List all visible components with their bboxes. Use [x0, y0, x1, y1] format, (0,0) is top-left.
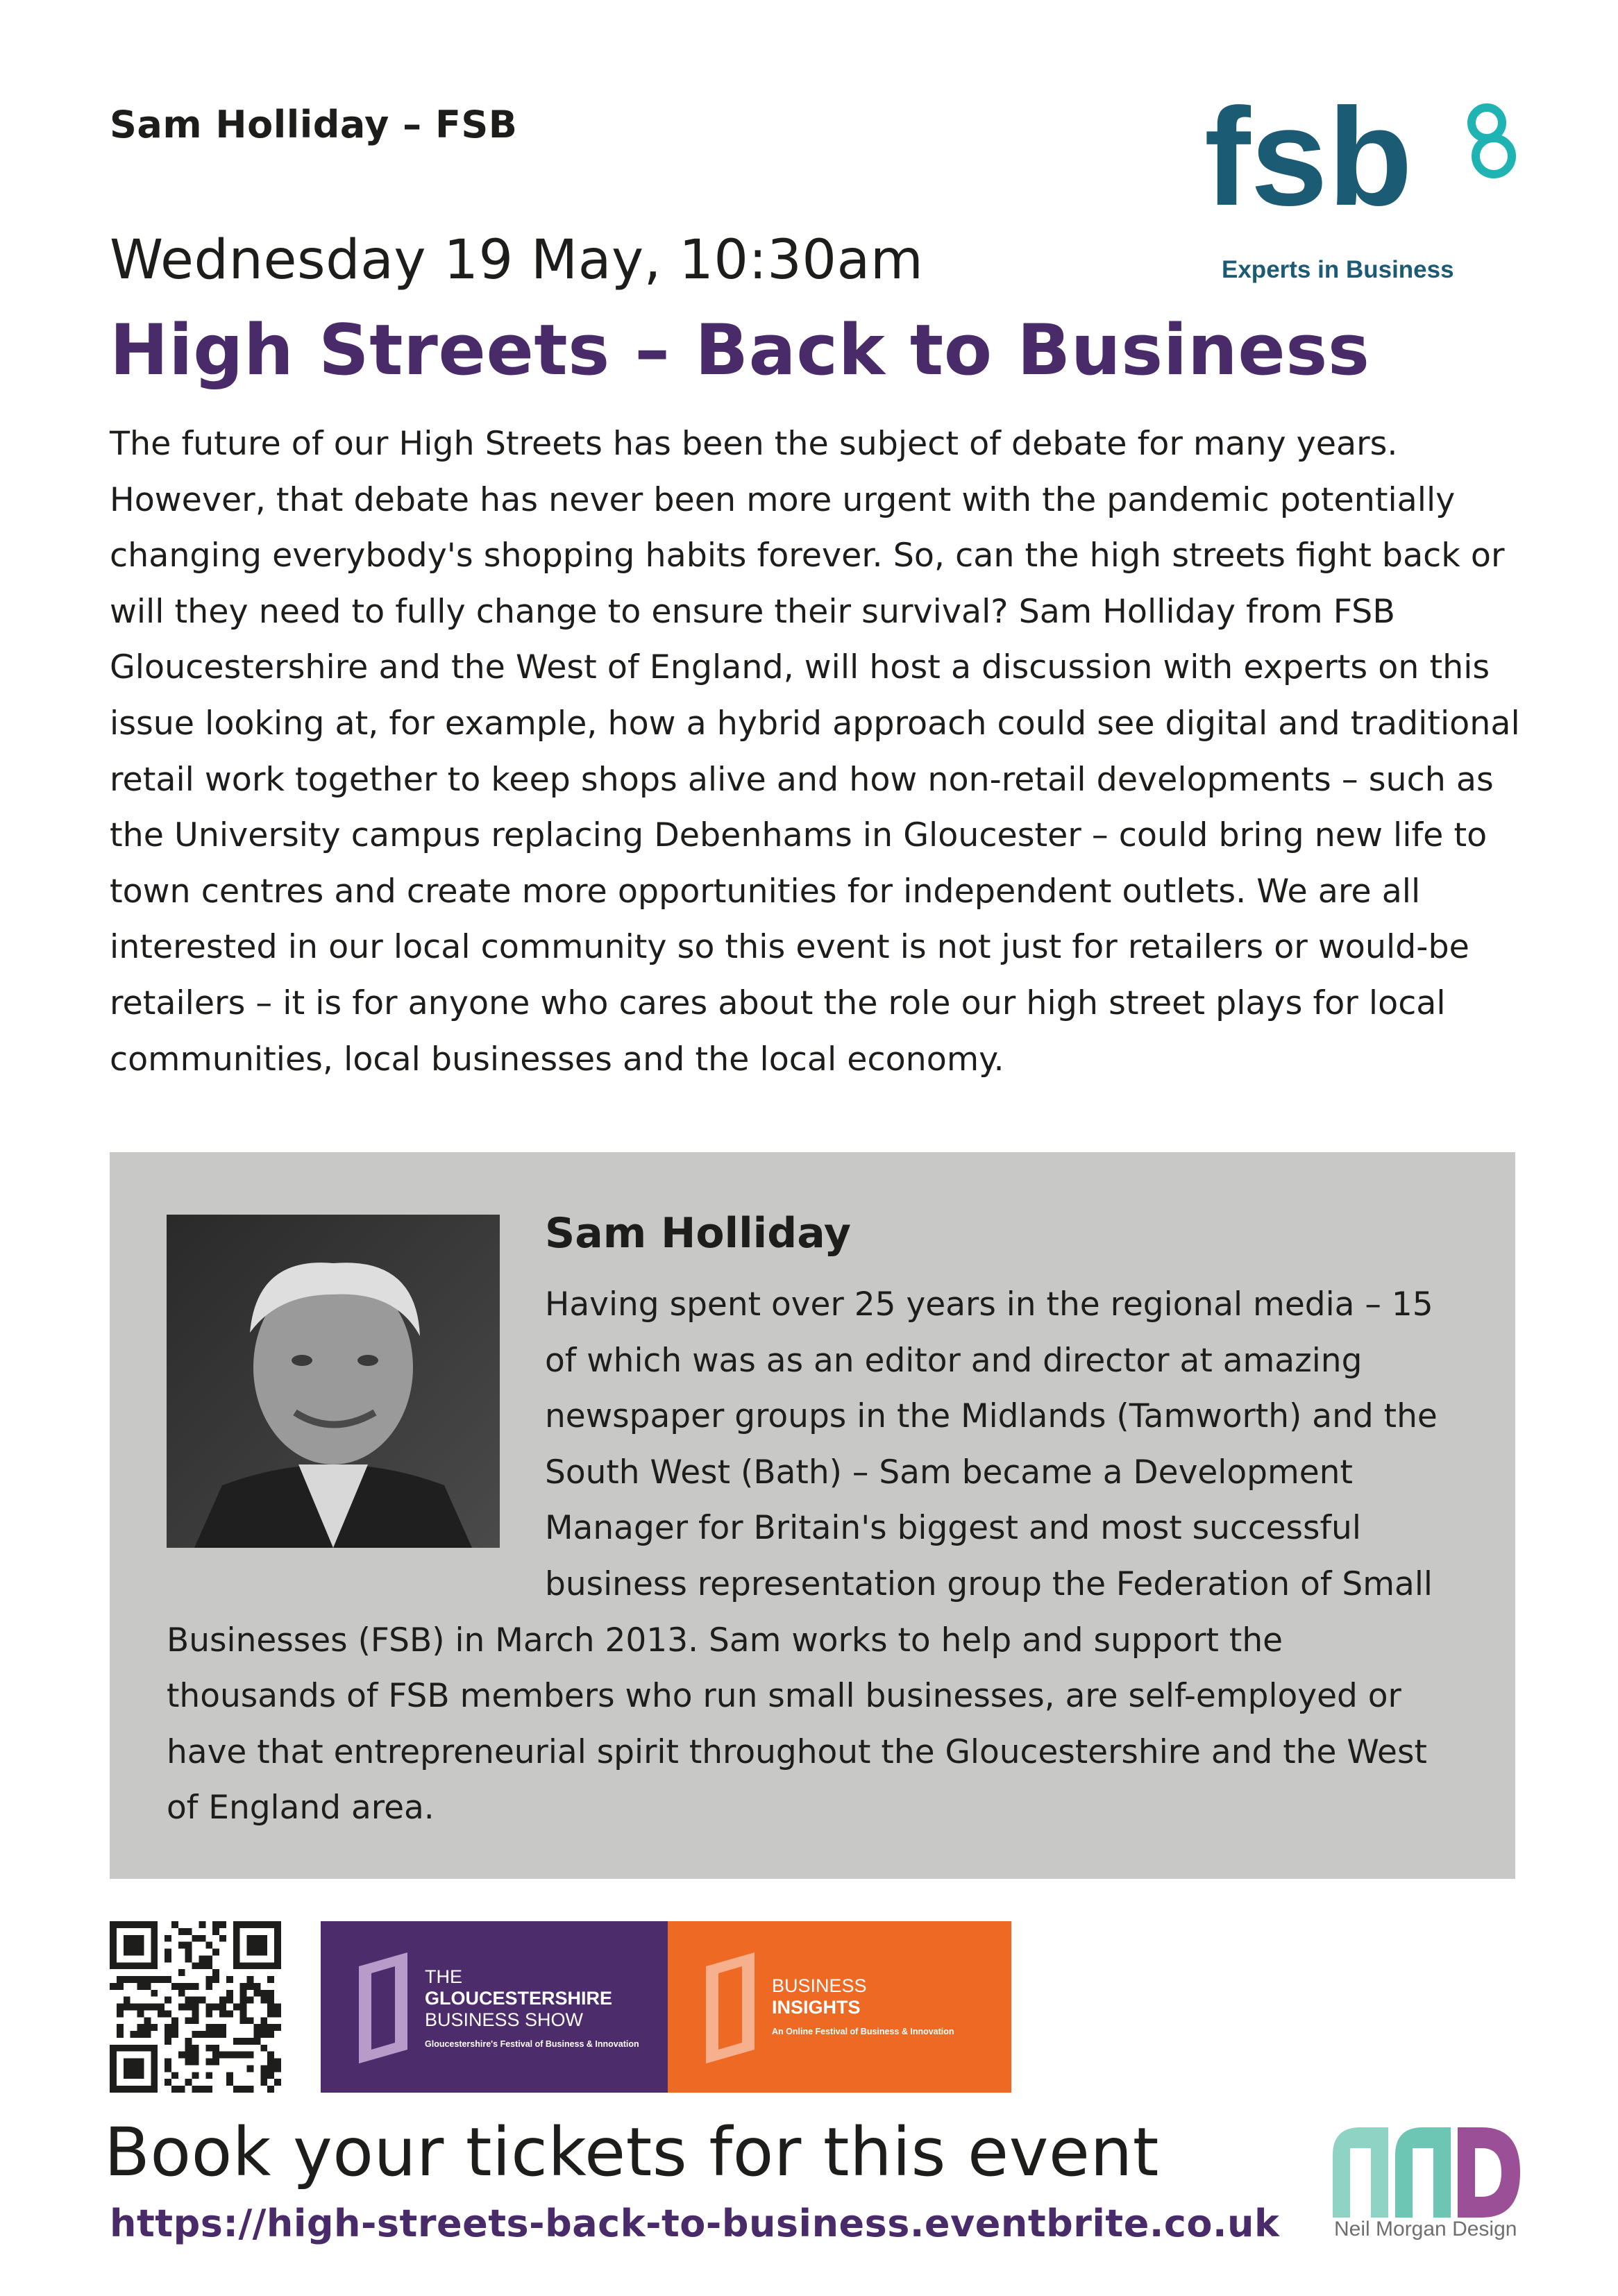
fsb-logo	[1204, 101, 1524, 288]
event-date-time: Wednesday 19 May, 10:30am	[110, 229, 924, 292]
fsb-wordmark: fsb	[1204, 101, 1413, 235]
qr-code[interactable]	[110, 1921, 281, 2093]
bio-text: Having spent over 25 years in the regional media – 15 of which was as an editor and director at amazing newspaper groups in the Midlands (Tamworth) and the South West (Bath) – Sam became a Development Manager for Britain's biggest and most successful business representation group the Federation of Small Businesses (FSB) in March 2013. Sam works to help and support the thousands of FSB members who run small businesses, are self-employed or have that entrepreneurial spirit throughout the Gloucestershire and the West of England area.	[167, 1285, 1438, 1827]
fsb-tagline: Experts in Business	[1222, 256, 1454, 283]
photo-spacer	[167, 1277, 545, 1610]
speaker-org-heading: Sam Holliday – FSB	[110, 103, 518, 146]
business-insights-banner[interactable]	[668, 1921, 1011, 2093]
designer-label: Neil Morgan Design	[1334, 2218, 1517, 2240]
gbs-line3: BUSINESS SHOW	[425, 2009, 584, 2030]
bio-text-block	[167, 1277, 1458, 1837]
bi-frame-icon	[699, 1952, 761, 2063]
bi-subtitle: An Online Festival of Business & Innovation	[772, 2027, 954, 2036]
booking-url-link[interactable]: https://high-streets-back-to-business.eventbrite.co.uk	[110, 2202, 1280, 2245]
gbs-line1: THE	[425, 1966, 462, 1987]
bi-line1: BUSINESS	[772, 1975, 867, 1996]
event-title: High Streets – Back to Business	[110, 309, 1370, 391]
gbs-subtitle: Gloucestershire's Festival of Business & Innovation	[425, 2039, 639, 2049]
gbs-frame-icon	[352, 1952, 414, 2063]
nmd-logo-mark	[1333, 2127, 1520, 2218]
speaker-bio-panel	[110, 1152, 1515, 1879]
booking-heading: Book your tickets for this event	[104, 2113, 1159, 2191]
gbs-line2: GLOUCESTERSHIRE	[425, 1988, 613, 2009]
bio-name: Sam Holliday	[545, 1209, 851, 1258]
fsb-infinity-icon	[1472, 108, 1512, 174]
bi-line2: INSIGHTS	[772, 1997, 861, 2018]
event-description: The future of our High Streets has been the subject of debate for many years. However, that debate has never been more urgent with the pandemic potentially changing everybody's shopping habits forever. So, can the high streets fight back or will they need to fully change to ensure their survival? Sam Holliday from FSB Gloucestershire and the West of England, will host a discussion with experts on this issue looking at, for example, how a hybrid approach could see digital and traditional retail work together to keep shops alive and how non-retail developments – such as the University campus replacing Debenhams in Gloucester – could bring new life to town centres and create more opportunities for independent outlets. We are all interested in our local community so this event is not just for retailers or would-be retailers – it is for anyone who cares about the role our high street plays for local communities, local businesses and the local economy.	[110, 425, 1520, 1079]
gloucestershire-business-show-banner[interactable]	[321, 1921, 668, 2093]
